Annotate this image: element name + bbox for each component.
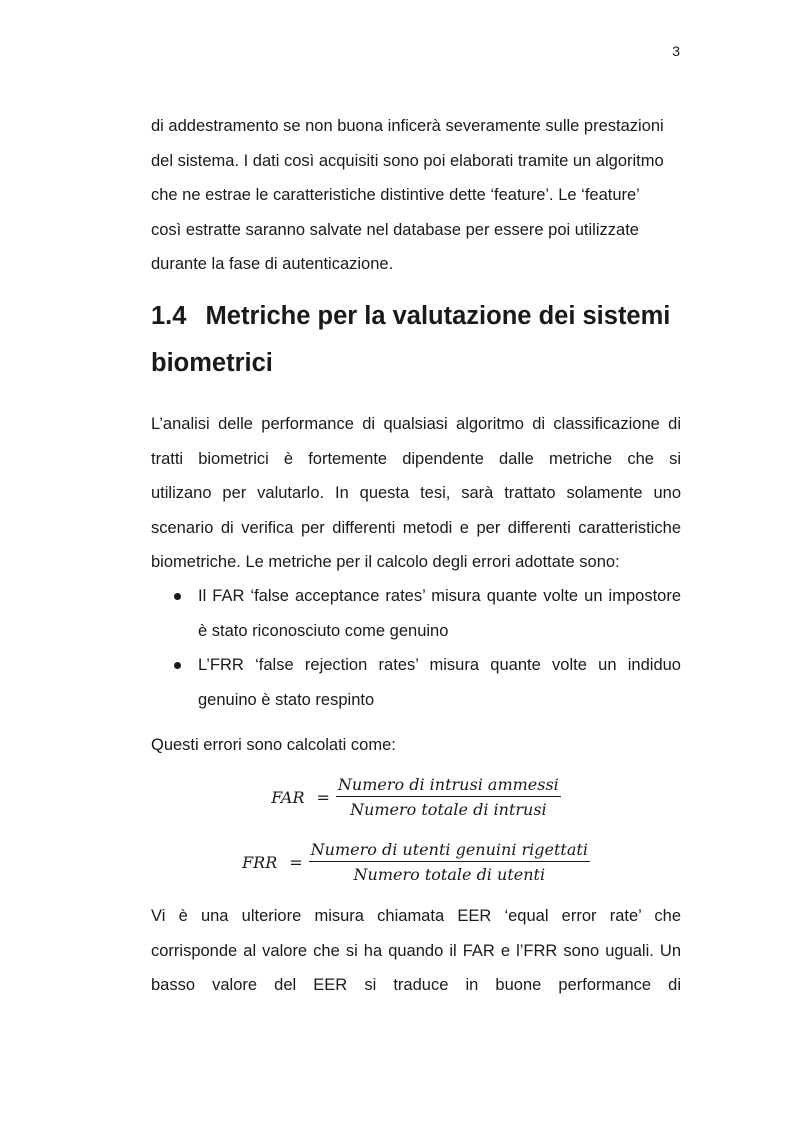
- bullet-icon: [174, 662, 181, 669]
- paragraph-3: [151, 899, 681, 1003]
- formula-numerator: Numero di utenti genuini rigettati: [309, 840, 590, 862]
- text-line: corrisponde al valore che si ha quando il FAR e l’FRR sono uguali. Un: [151, 941, 681, 960]
- formula-denominator: Numero totale di intrusi: [350, 800, 547, 819]
- formula-fraction: [309, 840, 590, 884]
- formula-far: [151, 775, 681, 819]
- text-line: biometriche. Le metriche per il calcolo degli errori adottate sono:: [151, 553, 620, 571]
- list-item: [174, 579, 681, 648]
- text-line: durante la fase di autenticazione.: [151, 255, 394, 273]
- bullet-list: [174, 579, 681, 717]
- formula-lhs: FAR: [271, 787, 305, 807]
- section-heading: [151, 293, 681, 387]
- text-line: così estratte saranno salvate nel database per essere poi utilizzate: [151, 220, 639, 239]
- formula-equals: =: [289, 852, 303, 872]
- page-number: 3: [672, 43, 680, 59]
- text-line: che ne estrae le caratteristiche distintive dette ‘feature’. Le ‘feature’: [151, 186, 640, 204]
- text-line: genuino è stato respinto: [198, 690, 375, 709]
- formula-equals: =: [316, 787, 330, 807]
- formula-fraction: [336, 775, 561, 819]
- text-line: L’FRR ‘false rejection rates’ misura quante volte un indiduo: [198, 656, 681, 674]
- formula-denominator: Numero totale di utenti: [353, 865, 546, 884]
- paragraph-2: [151, 407, 681, 580]
- text-line: basso valore del EER si traduce in buone performance di: [151, 976, 681, 994]
- heading-line-2: biometrici: [151, 349, 273, 377]
- heading-line-1: [151, 293, 681, 340]
- text-line: è stato riconosciuto come genuino: [198, 621, 449, 640]
- formula-numerator: Numero di intrusi ammessi: [336, 775, 561, 797]
- formula-frr: [151, 840, 681, 884]
- text-line: del sistema. I dati così acquisiti sono poi elaborati tramite un algoritmo: [151, 151, 664, 170]
- text-line: tratti biometrici è fortemente dipendente dalle metriche che si: [151, 449, 681, 468]
- text-line: di addestramento se non buona inficerà severamente sulle prestazioni: [151, 117, 664, 135]
- text-line: utilizano per valutarlo. In questa tesi, sarà trattato solamente uno: [151, 484, 681, 502]
- formula-lhs: FRR: [242, 852, 278, 872]
- section-title-part-1: Metriche per la valutazione dei sistemi: [205, 302, 671, 330]
- text-line: L’analisi delle performance di qualsiasi algoritmo di classificazione di: [151, 415, 681, 433]
- paragraph-1: [151, 109, 681, 282]
- section-number: 1.4: [151, 302, 187, 330]
- list-item: [174, 648, 681, 717]
- text-line: Il FAR ‘false acceptance rates’ misura quante volte un impostore: [198, 587, 681, 605]
- text-line: scenario di verifica per differenti metodi e per differenti caratteristiche: [151, 518, 681, 537]
- formulas-intro: Questi errori sono calcolati come:: [151, 736, 396, 754]
- text-line: Vi è una ulteriore misura chiamata EER ‘equal error rate’ che: [151, 907, 681, 925]
- bullet-icon: [174, 593, 181, 600]
